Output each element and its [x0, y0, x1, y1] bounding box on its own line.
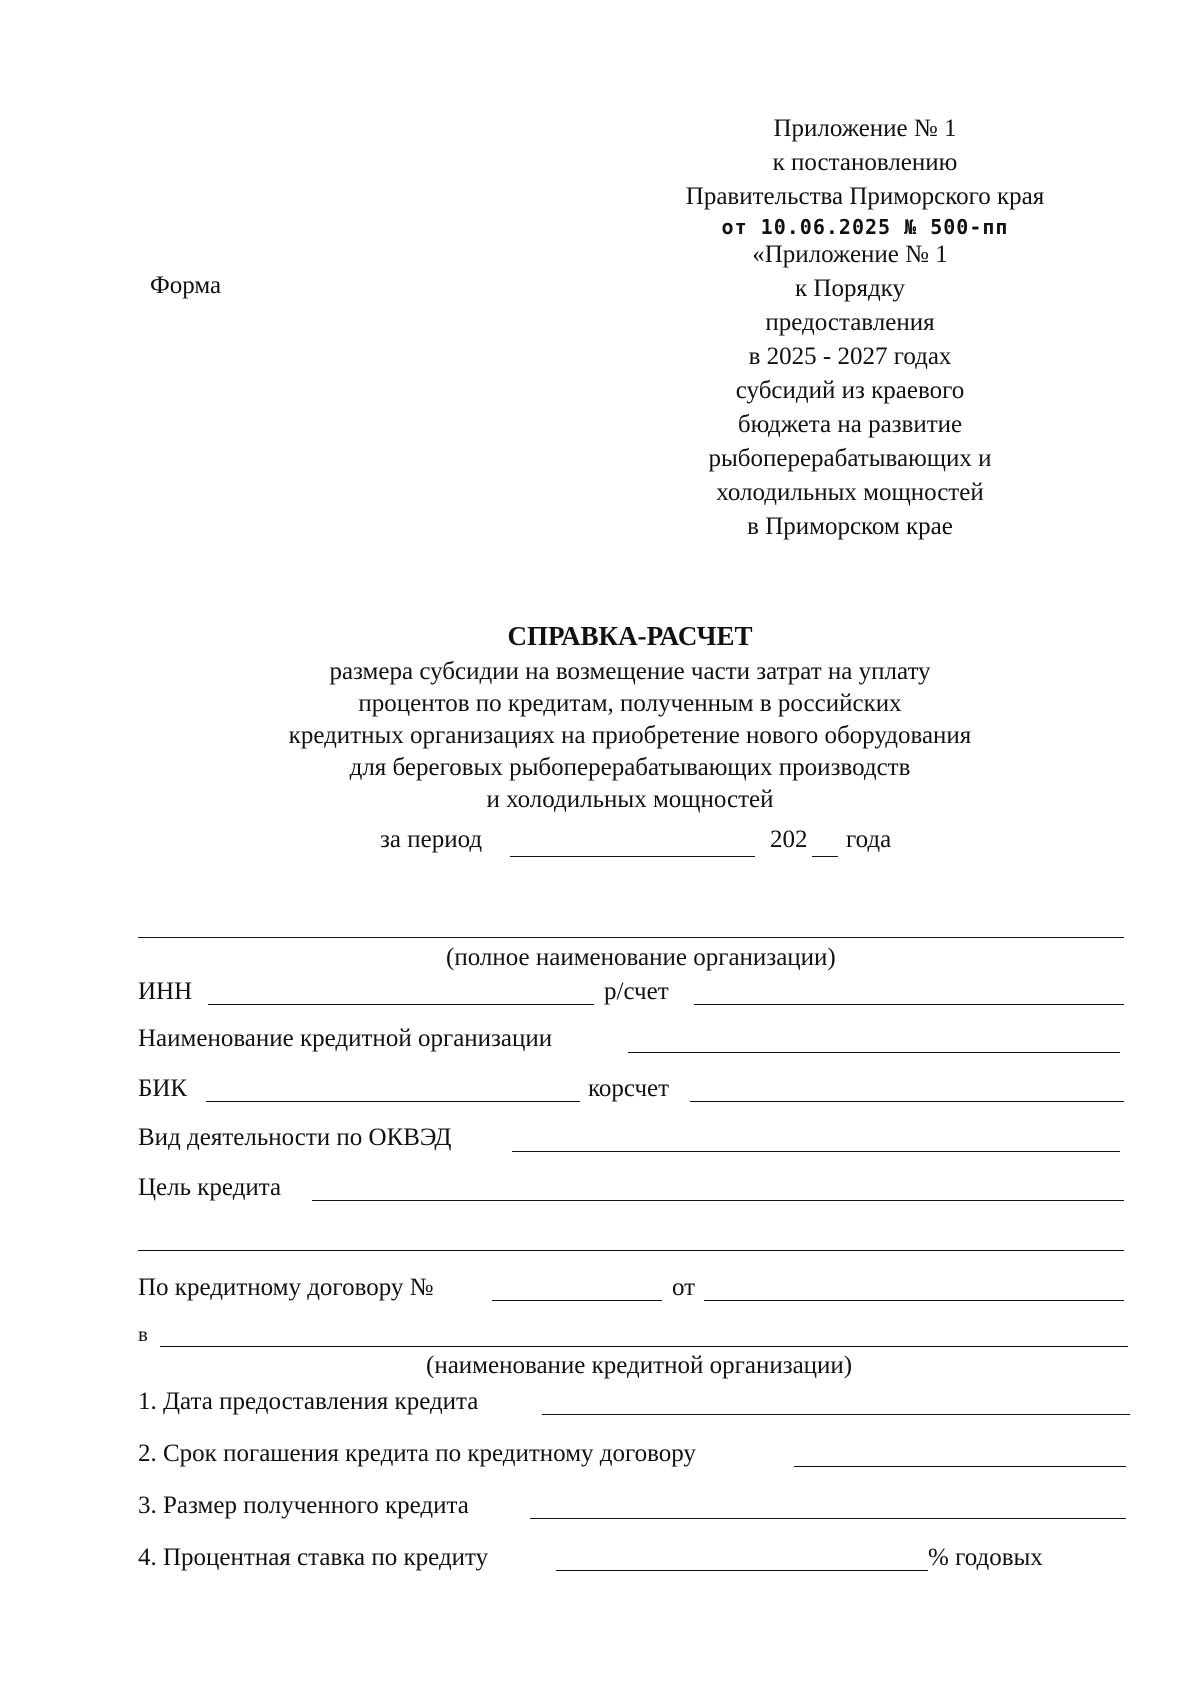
procedure-line-1: «Приложение № 1	[752, 241, 948, 268]
item-3-label: 3. Размер полученного кредита	[138, 1492, 469, 1519]
bank-name-label: Наименование кредитной организации	[138, 1025, 553, 1052]
contract-number-field[interactable]	[492, 1300, 662, 1301]
appendix-header	[640, 112, 1090, 240]
contract-from-label: от	[672, 1274, 696, 1301]
procedure-line-7: рыбоперерабатывающих и	[708, 445, 992, 472]
procedure-line-3: предоставления	[765, 309, 935, 336]
okved-label: Вид деятельности по ОКВЭД	[138, 1124, 452, 1151]
subtitle-line-4: для береговых рыбоперерабатывающих производств	[349, 754, 911, 781]
item-4-label: 4. Процентная ставка по кредиту	[138, 1544, 489, 1571]
contract-label: По кредитному договору №	[138, 1274, 434, 1301]
procedure-line-4: в 2025 - 2027 годах	[748, 343, 952, 370]
header-line-2: к постановлению	[772, 149, 958, 176]
item-2-field[interactable]	[794, 1466, 1126, 1467]
bik-field[interactable]	[206, 1101, 580, 1102]
procedure-line-8: холодильных мощностей	[716, 479, 984, 506]
subtitle-line-1: размера субсидии на возмещение части затрат на уплату	[329, 658, 931, 685]
procedure-line-5: субсидий из краевого	[735, 377, 965, 404]
in-label: в	[138, 1322, 148, 1346]
inn-field[interactable]	[208, 1004, 594, 1005]
bank-caption: (наименование кредитной организации)	[426, 1352, 853, 1379]
account-field[interactable]	[694, 1004, 1124, 1005]
item-4-suffix: % годовых	[928, 1544, 1043, 1571]
okved-field[interactable]	[512, 1151, 1120, 1152]
procedure-line-6: бюджета на развитие	[737, 411, 963, 438]
subtitle-line-5: и холодильных мощностей	[486, 786, 774, 813]
item-1-label: 1. Дата предоставления кредита	[138, 1388, 479, 1415]
procedure-line-9: в Приморском крае	[747, 513, 953, 540]
procedure-appendix	[680, 238, 1020, 544]
purpose-field-continued[interactable]	[138, 1250, 1124, 1251]
corr-account-field[interactable]	[690, 1101, 1124, 1102]
period-suffix: года	[846, 826, 892, 853]
contract-date-field[interactable]	[704, 1300, 1124, 1301]
org-name-caption: (полное наименование организации)	[446, 944, 836, 971]
org-name-field[interactable]	[138, 937, 1124, 938]
item-2-label: 2. Срок погашения кредита по кредитному договору	[138, 1440, 696, 1467]
inn-label: ИНН	[138, 978, 193, 1005]
decree-stamp: от 10.06.2025 № 500-пп	[721, 215, 1009, 239]
subtitle-line-3: кредитных организациях на приобретение нового оборудования	[288, 722, 972, 749]
item-1-field[interactable]	[542, 1414, 1130, 1415]
contract-bank-field[interactable]	[160, 1346, 1128, 1347]
corr-account-label: корсчет	[588, 1075, 670, 1102]
document-title-block	[150, 616, 1110, 816]
period-year-field[interactable]	[812, 856, 838, 857]
purpose-field[interactable]	[312, 1200, 1124, 1201]
purpose-label: Цель кредита	[138, 1174, 282, 1201]
period-year-prefix: 202	[770, 826, 808, 853]
form-label: Форма	[150, 272, 222, 299]
procedure-line-2: к Порядку	[795, 275, 905, 302]
bik-label: БИК	[138, 1075, 188, 1102]
subtitle-line-2: процентов по кредитам, полученным в российских	[358, 690, 902, 717]
period-prefix: за период	[380, 826, 483, 853]
document-title: СПРАВКА-РАСЧЕТ	[507, 621, 753, 651]
item-4-field[interactable]	[556, 1570, 928, 1571]
item-3-field[interactable]	[530, 1518, 1126, 1519]
header-line-3: Правительства Приморского края	[685, 183, 1045, 210]
header-line-1: Приложение № 1	[773, 115, 957, 142]
account-label: р/счет	[604, 978, 669, 1005]
bank-name-field[interactable]	[628, 1052, 1120, 1053]
period-field[interactable]	[510, 856, 755, 857]
